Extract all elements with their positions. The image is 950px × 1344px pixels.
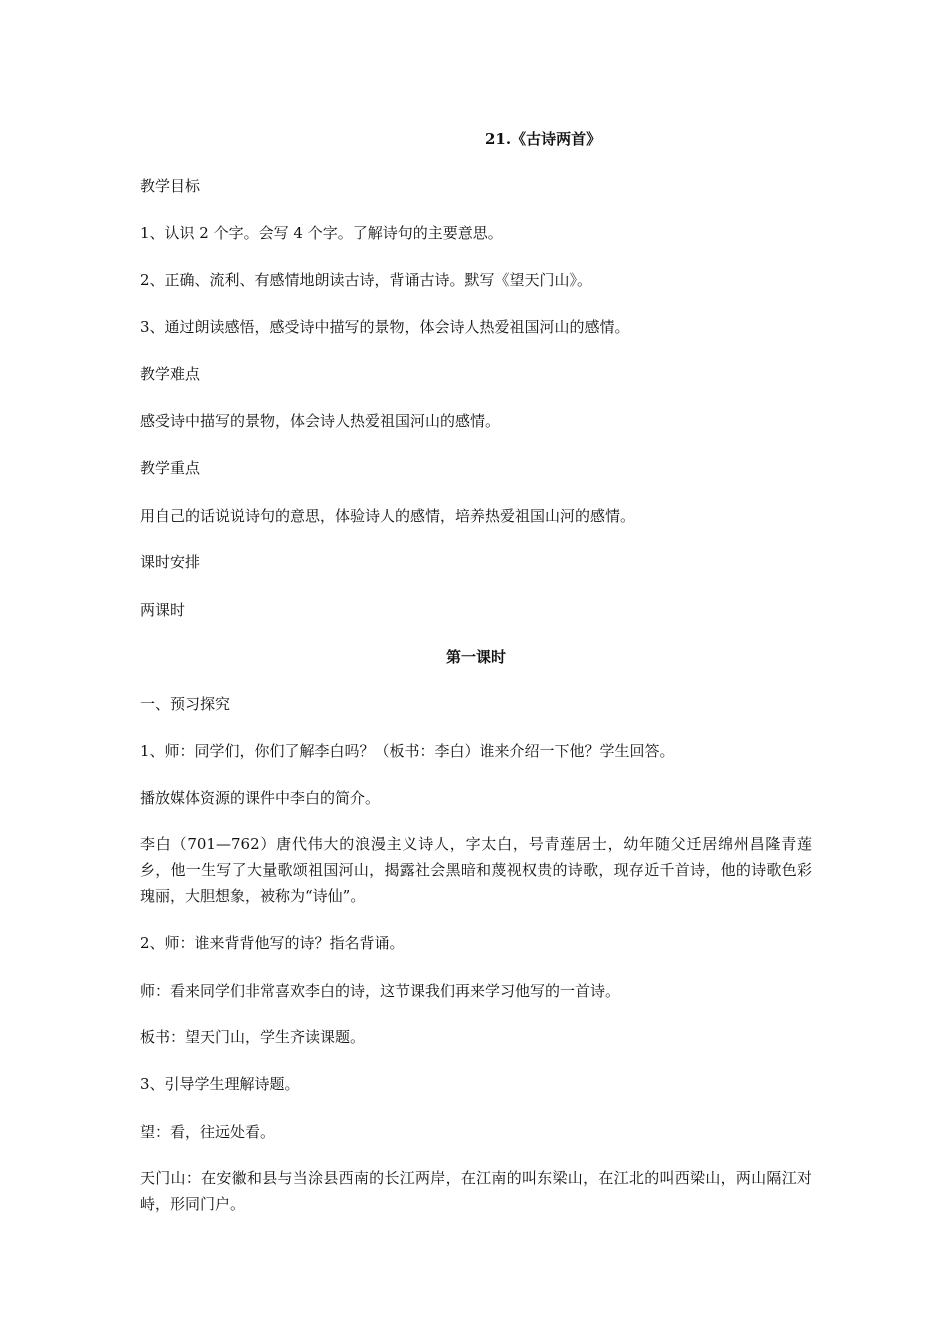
goal-item-2: 2、正确、流利、有感情地朗读古诗，背诵古诗。默写《望天门山》。 [140,271,593,289]
section-title: 第一课时 [445,648,506,666]
section-paragraph-li-bai-bio: 李白（701—762）唐代伟大的浪漫主义诗人，字太白，号青莲居士，幼年随父迁居绵州昌隆青莲乡，他一生写了大量歌颂祖国河山，揭露社会黑暗和蔑视权贵的诗歌，现存近千首诗，他的诗歌色彩瑰丽，大胆想象，被称为“诗仙”。 [140,835,812,905]
heading-teaching-difficulty: 教学难点 [140,365,201,383]
heading-schedule: 课时安排 [140,553,201,571]
section-paragraph-5: 板书：望天门山，学生齐读课题。 [140,1028,366,1046]
section-paragraph-1: 1、师：同学们，你们了解李白吗？（板书：李白）谁来介绍一下他？学生回答。 [140,742,675,760]
section-paragraph-4: 师：看来同学们非常喜欢李白的诗，这节课我们再来学习他写的一首诗。 [140,982,621,1000]
section-paragraph-tianmen-mountain: 天门山：在安徽和县与当涂县西南的长江两岸，在江南的叫东梁山，在江北的叫西梁山，两山隔江对峙，形同门户。 [140,1169,812,1213]
schedule-text: 两课时 [140,601,186,619]
focus-text: 用自己的话说说诗句的意思，体验诗人的感情，培养热爱祖国山河的感情。 [140,507,636,525]
section-paragraph-6: 3、引导学生理解诗题。 [140,1075,300,1093]
section-heading-preview: 一、预习探究 [140,695,231,713]
difficulty-text: 感受诗中描写的景物，体会诗人热爱祖国河山的感情。 [140,412,501,430]
goal-item-1: 1、认识 2 个字。会写 4 个字。了解诗句的主要意思。 [140,224,503,242]
document-title: 21.《古诗两首》 [485,130,602,148]
section-paragraph-2: 播放媒体资源的课件中李白的简介。 [140,789,381,807]
goal-item-3: 3、通过朗读感悟，感受诗中描写的景物，体会诗人热爱祖国河山的感情。 [140,318,630,336]
section-paragraph-3: 2、师：谁来背背他写的诗？指名背诵。 [140,934,405,952]
heading-teaching-focus: 教学重点 [140,459,201,477]
heading-teaching-goals: 教学目标 [140,177,201,195]
section-paragraph-7: 望：看，往远处看。 [140,1123,276,1141]
